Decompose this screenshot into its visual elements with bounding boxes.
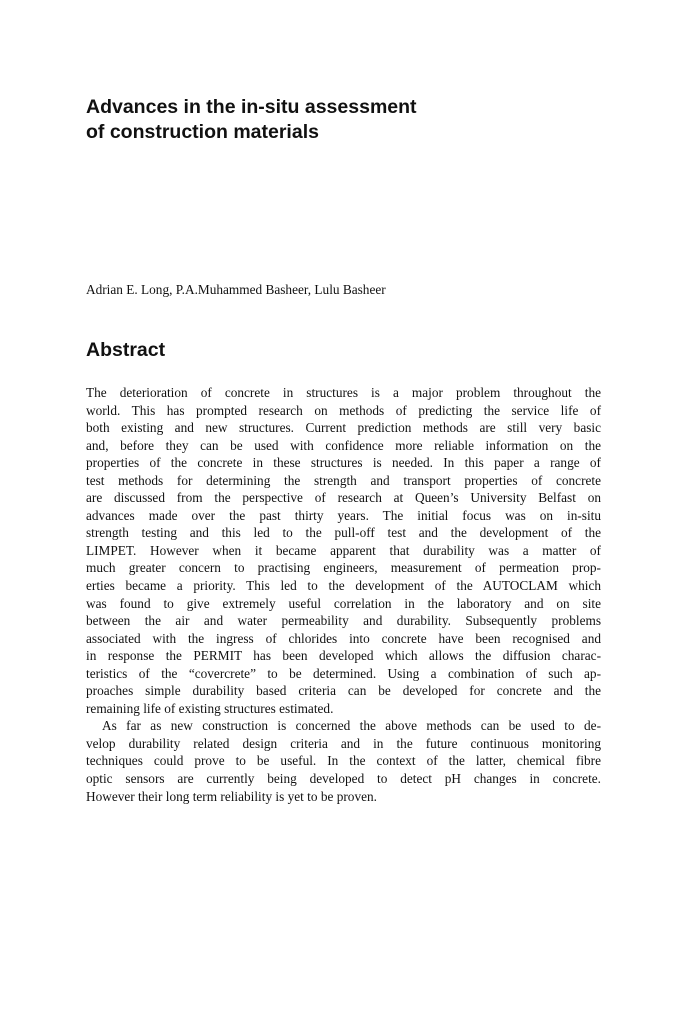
abstract-paragraph-1 [86, 384, 601, 717]
text-line: teristics of the “covercrete” to be determined. Using a combination of such ap- [86, 665, 601, 681]
text-line: associated with the ingress of chlorides into concrete have been recognised and [86, 630, 601, 646]
text-line: are discussed from the perspective of research at Queen’s University Belfast on [86, 490, 601, 506]
text-line: proaches simple durability based criteria can be developed for concrete and the [86, 683, 601, 699]
abstract-paragraph-2 [86, 717, 601, 805]
text-line: in response the PERMIT has been developed which allows the diffusion charac- [86, 648, 601, 664]
text-line: both existing and new structures. Current prediction methods are still very basic [86, 420, 601, 436]
text-line: test methods for determining the strength and transport properties of concrete [86, 472, 601, 488]
text-line: much greater concern to practising engineers, measurement of permeation prop- [86, 560, 601, 576]
text-line: remaining life of existing structures estimated. [86, 700, 334, 716]
text-line: was found to give extremely useful correlation in the laboratory and on site [86, 595, 601, 611]
abstract-body [86, 384, 601, 805]
abstract-heading: Abstract [86, 339, 166, 361]
text-line: strength testing and this led to the pull-off test and the development of the [86, 525, 601, 541]
text-line: erties became a priority. This led to the development of the AUTOCLAM which [86, 578, 601, 594]
title-line-1: Advances in the in-situ assessment [86, 96, 417, 118]
text-line: advances made over the past thirty years. The initial focus was on in-situ [86, 507, 601, 523]
text-line: The deterioration of concrete in structures is a major problem throughout the [86, 385, 601, 400]
title-line-2: of construction materials [86, 121, 319, 143]
text-line: However their long term reliability is yet to be proven. [86, 788, 377, 804]
paper-title [86, 95, 606, 145]
text-line: properties of the concrete in these structures is needed. In this paper a range of [86, 455, 601, 471]
author-list: Adrian E. Long, P.A.Muhammed Basheer, Lulu Basheer [86, 282, 386, 297]
text-line: and, before they can be used with confidence more reliable information on the [86, 437, 601, 453]
text-line: between the air and water permeability and durability. Subsequently problems [86, 613, 601, 629]
text-line: velop durability related design criteria and in the future continuous monitoring [86, 735, 601, 751]
text-line: world. This has prompted research on methods of predicting the service life of [86, 402, 601, 418]
text-line: optic sensors are currently being developed to detect pH changes in concrete. [86, 771, 601, 787]
text-line: techniques could prove to be useful. In the context of the latter, chemical fibre [86, 753, 601, 769]
text-line: LIMPET. However when it became apparent that durability was a matter of [86, 542, 601, 558]
text-line: As far as new construction is concerned the above methods can be used to de- [102, 718, 601, 734]
